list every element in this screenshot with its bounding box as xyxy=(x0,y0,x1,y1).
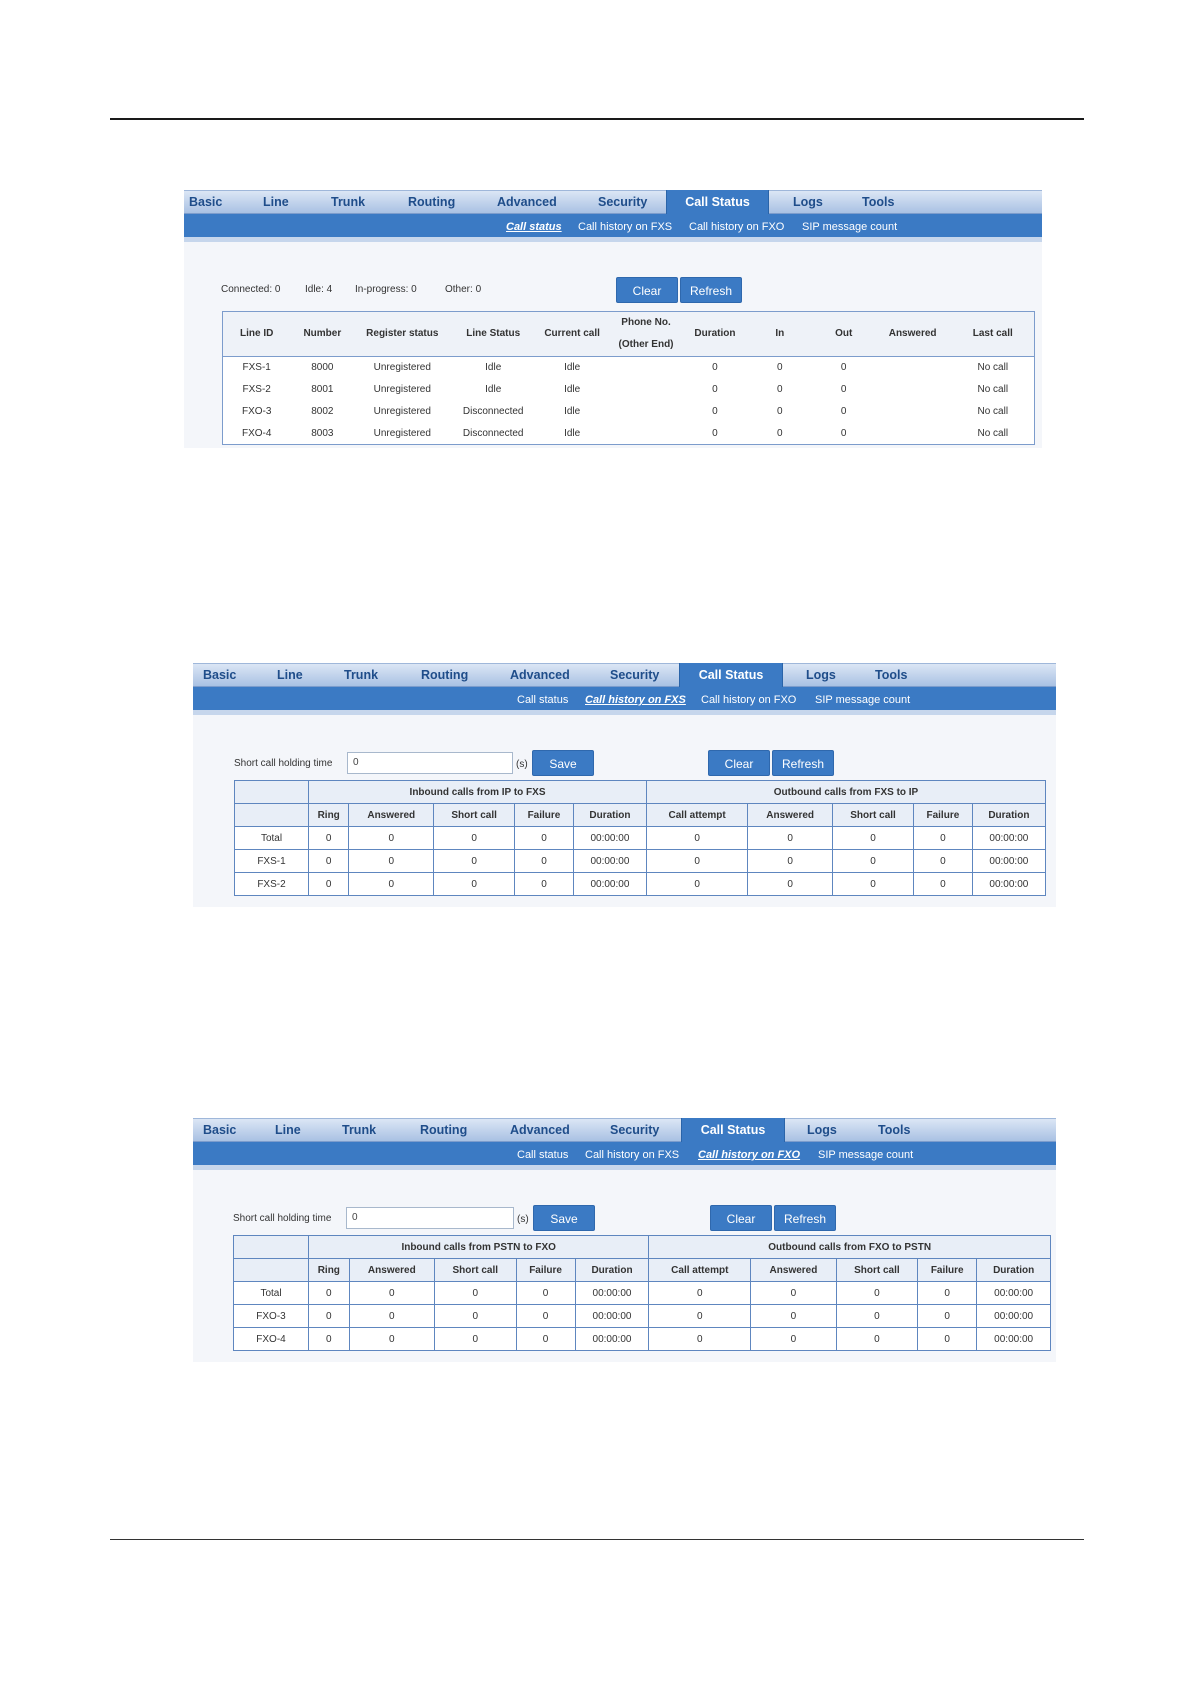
table-cell: 0 xyxy=(516,1328,575,1351)
table-cell: 0 xyxy=(748,827,833,850)
nav-tab-basic[interactable]: Basic xyxy=(203,1123,237,1137)
col-answered: Answered xyxy=(349,1259,434,1282)
outbound-group-header: Outbound calls from FXO to PSTN xyxy=(649,1236,1051,1259)
col-duration: Duration xyxy=(977,1259,1051,1282)
col-answered: Answered xyxy=(748,804,833,827)
nav-tab-advanced[interactable]: Advanced xyxy=(510,1123,570,1137)
table-cell: 0 xyxy=(516,1305,575,1328)
table-cell: 0 xyxy=(515,873,574,896)
table-cell: 8003 xyxy=(311,427,334,439)
col-duration: Duration xyxy=(575,1259,649,1282)
subtab-fxs-history[interactable]: Call history on FXS xyxy=(585,694,686,706)
other-count: Other: 0 xyxy=(445,284,482,295)
fxo-history-table xyxy=(233,1235,1051,1351)
table-cell: Idle xyxy=(564,362,581,374)
main-nav xyxy=(184,190,1042,214)
table-cell: Unregistered xyxy=(373,362,431,374)
table-cell xyxy=(608,357,684,379)
nav-tab-security[interactable]: Security xyxy=(610,1123,660,1137)
table-cell: 0 xyxy=(777,427,783,439)
table-cell: FXO-4 xyxy=(234,1328,309,1351)
table-cell: 00:00:00 xyxy=(977,1328,1051,1351)
table-cell: No call xyxy=(977,362,1009,374)
table-cell: 00:00:00 xyxy=(977,1282,1051,1305)
table-cell: Total xyxy=(234,1282,309,1305)
table-row xyxy=(235,827,1046,850)
col-short-call: Short call xyxy=(435,1259,517,1282)
nav-tab-basic[interactable]: Basic xyxy=(189,195,223,209)
nav-tab-advanced[interactable]: Advanced xyxy=(497,195,557,209)
table-cell: FXO-3 xyxy=(234,1305,309,1328)
nav-tab-basic[interactable]: Basic xyxy=(203,668,237,682)
table-cell: 8001 xyxy=(311,384,334,395)
holding-time-input[interactable]: 0 xyxy=(346,1207,514,1229)
col-failure: Failure xyxy=(918,1259,977,1282)
table-cell: No call xyxy=(977,406,1009,417)
call-status-screenshot xyxy=(184,190,1042,448)
table-cell: 0 xyxy=(751,1282,836,1305)
table-cell xyxy=(874,379,952,401)
table-cell: 0 xyxy=(516,1282,575,1305)
col-duration: Duration xyxy=(972,804,1045,827)
table-cell: 0 xyxy=(777,406,783,417)
nav-tab-tools[interactable]: Tools xyxy=(878,1123,911,1137)
nav-tab-logs[interactable]: Logs xyxy=(807,1123,837,1137)
clear-button[interactable]: Clear xyxy=(708,750,770,776)
subtab-fxo-history[interactable]: Call history on FXO xyxy=(701,694,797,706)
table-cell: No call xyxy=(977,384,1009,395)
in-progress-count: In-progress: 0 xyxy=(355,284,417,295)
table-row xyxy=(234,1282,1051,1305)
col-register-status: Register status xyxy=(354,312,450,357)
table-cell: 8000 xyxy=(311,362,334,374)
table-cell: Idle xyxy=(564,406,581,417)
table-header-row xyxy=(223,312,1035,357)
table-cell xyxy=(874,401,952,423)
group-header-row xyxy=(235,781,1046,804)
col-current-call: Current call xyxy=(536,312,608,357)
inbound-group-header: Inbound calls from PSTN to FXO xyxy=(309,1236,649,1259)
table-cell: 0 xyxy=(647,850,748,873)
table-cell: 0 xyxy=(434,850,515,873)
subtab-fxo-history[interactable]: Call history on FXO xyxy=(689,221,785,233)
table-cell: 0 xyxy=(309,850,349,873)
nav-tab-logs[interactable]: Logs xyxy=(793,195,823,209)
table-cell: 0 xyxy=(748,873,833,896)
subtab-sip-count[interactable]: SIP message count xyxy=(815,694,911,706)
table-cell: 0 xyxy=(647,873,748,896)
unit-label: (s) xyxy=(516,759,528,770)
line-status-table xyxy=(222,311,1035,445)
table-cell: 00:00:00 xyxy=(575,1328,649,1351)
table-cell: 0 xyxy=(836,1282,918,1305)
nav-tab-advanced[interactable]: Advanced xyxy=(510,668,570,682)
table-cell: 00:00:00 xyxy=(972,873,1045,896)
table-cell: 0 xyxy=(833,827,914,850)
table-cell: 0 xyxy=(309,1282,350,1305)
table-cell: 00:00:00 xyxy=(573,873,646,896)
corner-cell xyxy=(234,1259,309,1282)
table-cell: Unregistered xyxy=(373,406,431,417)
fxo-history-screenshot xyxy=(193,1118,1056,1362)
table-cell: 00:00:00 xyxy=(573,827,646,850)
subtab-fxs-history[interactable]: Call history on FXS xyxy=(585,1149,680,1161)
nav-tab-line[interactable]: Line xyxy=(277,668,303,682)
nav-tab-routing[interactable]: Routing xyxy=(408,195,456,209)
table-cell: 0 xyxy=(918,1282,977,1305)
table-cell: Idle xyxy=(485,384,502,395)
col-number: Number xyxy=(290,312,354,357)
table-cell: 0 xyxy=(918,1328,977,1351)
table-cell: 0 xyxy=(712,406,718,417)
refresh-button[interactable]: Refresh xyxy=(774,1205,836,1231)
table-cell: 0 xyxy=(434,873,515,896)
col-answered: Answered xyxy=(751,1259,836,1282)
col-failure: Failure xyxy=(914,804,973,827)
col-ring: Ring xyxy=(309,804,349,827)
subtab-sip-count[interactable]: SIP message count xyxy=(818,1149,914,1161)
table-cell: Unregistered xyxy=(373,384,431,395)
save-button[interactable]: Save xyxy=(533,1205,595,1231)
nav-tab-line[interactable]: Line xyxy=(263,195,289,209)
table-cell: 0 xyxy=(833,850,914,873)
table-cell: 0 xyxy=(751,1328,836,1351)
table-cell: 0 xyxy=(349,850,434,873)
main-nav xyxy=(193,1118,1056,1142)
subtab-sip-count[interactable]: SIP message count xyxy=(802,221,898,233)
col-call-attempt: Call attempt xyxy=(647,804,748,827)
table-cell: 0 xyxy=(309,873,349,896)
table-cell: 00:00:00 xyxy=(972,827,1045,850)
table-cell: 0 xyxy=(840,427,847,439)
unit-label: (s) xyxy=(517,1214,529,1225)
nav-tab-trunk[interactable]: Trunk xyxy=(342,1123,377,1137)
table-cell: Idle xyxy=(564,384,581,395)
table-cell: FXS-2 xyxy=(235,873,309,896)
col-short-call: Short call xyxy=(836,1259,918,1282)
sub-nav xyxy=(193,687,1056,715)
col-call-attempt: Call attempt xyxy=(649,1259,751,1282)
table-cell: 0 xyxy=(309,1328,350,1351)
col-phone-no: Phone No. (Other End) xyxy=(608,312,684,357)
header-rule xyxy=(110,118,1084,120)
table-row xyxy=(235,873,1046,896)
table-cell: 0 xyxy=(918,1305,977,1328)
corner-cell xyxy=(234,1236,309,1259)
table-row xyxy=(234,1328,1051,1351)
nav-tab-routing[interactable]: Routing xyxy=(420,1123,468,1137)
table-cell: 0 xyxy=(649,1305,751,1328)
nav-tab-line[interactable]: Line xyxy=(275,1123,301,1137)
outbound-group-header: Outbound calls from FXS to IP xyxy=(647,781,1046,804)
table-cell: 0 xyxy=(515,827,574,850)
col-answered: Answered xyxy=(349,804,434,827)
table-cell: No call xyxy=(977,427,1009,439)
table-cell: 0 xyxy=(647,827,748,850)
nav-tab-security[interactable]: Security xyxy=(610,668,660,682)
table-cell: 0 xyxy=(712,427,718,439)
sub-nav xyxy=(193,1142,1056,1170)
table-cell: 0 xyxy=(836,1305,918,1328)
table-cell: Disconnected xyxy=(462,427,524,439)
table-cell: 0 xyxy=(349,873,434,896)
table-cell: FXS-1 xyxy=(235,850,309,873)
table-cell: Total xyxy=(235,827,309,850)
table-cell: FXO-3 xyxy=(241,406,272,417)
nav-tab-trunk[interactable]: Trunk xyxy=(331,195,366,209)
table-cell: FXS-1 xyxy=(242,362,271,374)
table-cell: 0 xyxy=(840,384,847,395)
table-row xyxy=(223,423,1035,445)
subtab-fxo-history[interactable]: Call history on FXO xyxy=(698,1149,801,1161)
table-cell: 0 xyxy=(914,827,973,850)
table-cell: 0 xyxy=(434,827,515,850)
table-cell: 0 xyxy=(712,362,718,374)
nav-tab-tools[interactable]: Tools xyxy=(875,668,908,682)
table-cell: 0 xyxy=(349,827,434,850)
table-cell: 00:00:00 xyxy=(575,1305,649,1328)
table-cell: 0 xyxy=(515,850,574,873)
table-cell: 0 xyxy=(914,850,973,873)
table-cell: Disconnected xyxy=(462,406,524,417)
table-cell: 0 xyxy=(435,1282,517,1305)
table-cell: 00:00:00 xyxy=(575,1282,649,1305)
table-cell: 0 xyxy=(435,1328,517,1351)
table-cell xyxy=(608,423,684,445)
table-cell: FXS-2 xyxy=(242,384,271,395)
table-row xyxy=(223,357,1035,379)
col-failure: Failure xyxy=(515,804,574,827)
idle-count: Idle: 4 xyxy=(305,284,333,295)
nav-tab-call-status[interactable]: Call Status xyxy=(679,663,783,688)
holding-time-input[interactable]: 0 xyxy=(347,752,513,774)
table-row xyxy=(223,401,1035,423)
clear-button[interactable]: Clear xyxy=(616,277,678,303)
refresh-button[interactable]: Refresh xyxy=(680,277,742,303)
table-cell: 0 xyxy=(435,1305,517,1328)
table-cell xyxy=(608,379,684,401)
column-header-row xyxy=(235,804,1046,827)
connected-count: Connected: 0 xyxy=(221,284,281,295)
table-cell: 0 xyxy=(649,1328,751,1351)
table-row xyxy=(223,379,1035,401)
corner-cell xyxy=(235,781,309,804)
table-cell: Idle xyxy=(485,362,502,374)
holding-time-label: Short call holding time xyxy=(234,758,333,769)
save-button[interactable]: Save xyxy=(532,750,594,776)
table-cell: 0 xyxy=(840,362,847,374)
table-cell: FXO-4 xyxy=(241,427,272,439)
col-short-call: Short call xyxy=(434,804,515,827)
col-out: Out xyxy=(814,312,874,357)
table-cell: 00:00:00 xyxy=(977,1305,1051,1328)
table-cell: 0 xyxy=(349,1282,434,1305)
fxs-history-table xyxy=(234,780,1046,896)
table-cell: 0 xyxy=(777,384,783,395)
table-cell: 0 xyxy=(649,1282,751,1305)
table-cell: 0 xyxy=(833,873,914,896)
table-cell: 0 xyxy=(349,1328,434,1351)
table-cell: 0 xyxy=(914,873,973,896)
table-cell: 0 xyxy=(309,827,349,850)
sub-nav xyxy=(184,214,1042,242)
table-cell: Idle xyxy=(564,427,581,439)
subtab-call-status[interactable]: Call status xyxy=(517,694,569,706)
table-cell: Unregistered xyxy=(373,427,431,439)
nav-tab-security[interactable]: Security xyxy=(598,195,648,209)
holding-time-label: Short call holding time xyxy=(233,1213,332,1224)
col-short-call: Short call xyxy=(833,804,914,827)
col-duration: Duration xyxy=(684,312,746,357)
table-cell: 0 xyxy=(777,362,783,374)
nav-tab-call-status[interactable]: Call Status xyxy=(681,1118,785,1143)
col-ring: Ring xyxy=(309,1259,350,1282)
table-cell xyxy=(874,423,952,445)
col-line-id: Line ID xyxy=(223,312,291,357)
fxs-history-screenshot xyxy=(193,663,1056,907)
nav-tab-routing[interactable]: Routing xyxy=(421,668,469,682)
subtab-call-status[interactable]: Call status xyxy=(517,1149,569,1161)
col-duration: Duration xyxy=(573,804,646,827)
col-answered: Answered xyxy=(874,312,952,357)
clear-button[interactable]: Clear xyxy=(710,1205,772,1231)
subtab-fxs-history[interactable]: Call history on FXS xyxy=(578,221,673,233)
table-cell: 0 xyxy=(712,384,718,395)
col-line-status: Line Status xyxy=(450,312,536,357)
table-cell xyxy=(608,401,684,423)
table-row xyxy=(235,850,1046,873)
corner-cell xyxy=(235,804,309,827)
nav-tab-tools[interactable]: Tools xyxy=(862,195,895,209)
inbound-group-header: Inbound calls from IP to FXS xyxy=(309,781,647,804)
table-cell xyxy=(874,357,952,379)
footer-rule xyxy=(110,1539,1084,1540)
nav-tab-call-status[interactable]: Call Status xyxy=(666,190,769,215)
table-cell: 0 xyxy=(836,1328,918,1351)
main-nav xyxy=(193,663,1056,687)
table-cell: 00:00:00 xyxy=(573,850,646,873)
nav-tab-logs[interactable]: Logs xyxy=(806,668,836,682)
table-cell: 0 xyxy=(748,850,833,873)
nav-tab-trunk[interactable]: Trunk xyxy=(344,668,379,682)
column-header-row xyxy=(234,1259,1051,1282)
refresh-button[interactable]: Refresh xyxy=(772,750,834,776)
table-cell: 0 xyxy=(840,406,847,417)
subtab-call-status[interactable]: Call status xyxy=(506,221,562,233)
table-cell: 0 xyxy=(349,1305,434,1328)
group-header-row xyxy=(234,1236,1051,1259)
col-last-call: Last call xyxy=(952,312,1035,357)
col-in: In xyxy=(746,312,814,357)
table-row xyxy=(234,1305,1051,1328)
table-cell: 0 xyxy=(309,1305,350,1328)
col-failure: Failure xyxy=(516,1259,575,1282)
table-cell: 8002 xyxy=(311,406,334,417)
table-cell: 00:00:00 xyxy=(972,850,1045,873)
table-cell: 0 xyxy=(751,1305,836,1328)
